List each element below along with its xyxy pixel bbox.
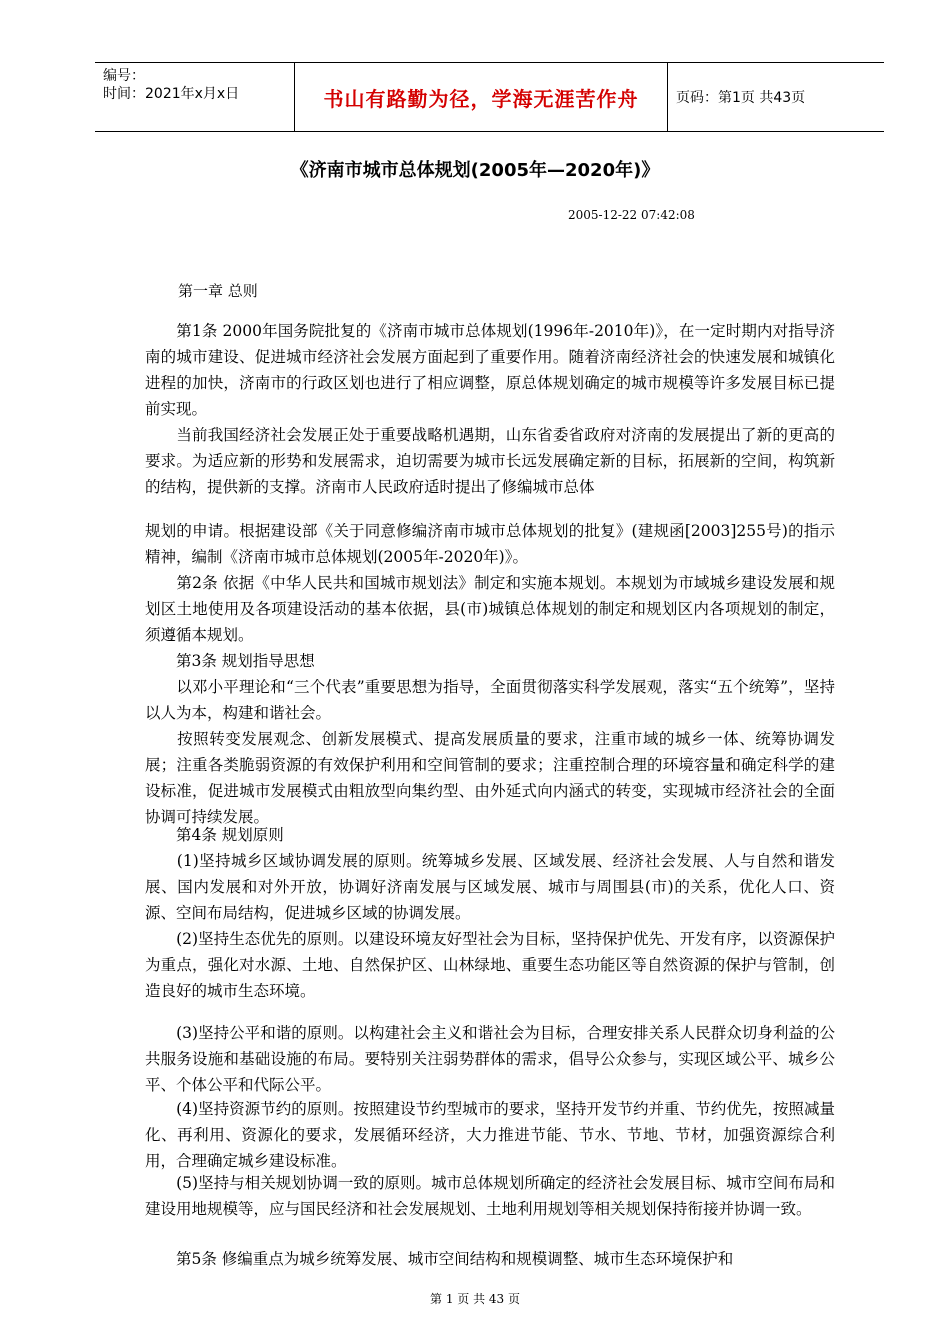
paragraph-principle-2: (2)坚持生态优先的原则。以建设环境友好型社会为目标，坚持保护优先、开发有序，以资源保护为重点，强化对水源、土地、自然保护区、山林绿地、重要生态功能区等自然资源的保护与管制，创造良好的城市生态环境。: [145, 930, 835, 1000]
paragraph-article-1: 第1条 2000年国务院批复的《济南市城市总体规划(1996年-2010年)》，在一定时期内对指导济南的城市建设、促进城市经济社会发展方面起到了重要作用。随着济南经济社会的快速发展和城镇化进程的加快，济南市的行政区划也进行了相应调整，原总体规划确定的城市规模等许多发展目标已提前实现。: [145, 322, 835, 418]
header-meta: [95, 63, 295, 131]
paragraph-principle-1: (1)坚持城乡区域协调发展的原则。统筹城乡发展、区域发展、经济社会发展、人与自然和谐发展、国内发展和对外开放，协调好济南发展与区域发展、城市与周围县(市)的关系，优化人口、资源、空间布局结构，促进城乡区域的协调发展。: [145, 852, 835, 922]
document-title: 《济南市城市总体规划(2005年—2020年)》: [290, 160, 660, 181]
header-motto: 书山有路勤为径，学海无涯苦作舟: [295, 63, 668, 131]
document-date: 2005-12-22 07:42:08: [568, 208, 695, 222]
paragraph-article-4-heading: 第4条 规划原则: [145, 826, 284, 844]
paragraph-application: 规划的申请。根据建设部《关于同意修编济南市城市总体规划的批复》(建规函[2003]255号)的指示精神，编制《济南市城市总体规划(2005年-2020年)》。: [145, 522, 835, 566]
header-page-info: 页码：第1页 共43页: [676, 90, 806, 106]
page-footer: 第 1 页 共 43 页: [430, 1292, 520, 1306]
paragraph-article-3-heading: 第3条 规划指导思想: [145, 652, 315, 670]
page-header: [95, 62, 884, 132]
paragraph-development-mode: 按照转变发展观念、创新发展模式、提高发展质量的要求，注重市域的城乡一体、统筹协调发展；注重各类脆弱资源的有效保护利用和空间管制的要求；注重控制合理的环境容量和确定科学的建设标准，促进城市发展模式由粗放型向集约型、由外延式向内涵式的转变，实现城市经济社会的全面协调可持续发展。: [145, 730, 835, 826]
paragraph-background: 当前我国经济社会发展正处于重要战略机遇期，山东省委省政府对济南的发展提出了新的更高的要求。为适应新的形势和发展需求，迫切需要为城市长远发展确定新的目标，拓展新的空间，构筑新的结构，提供新的支撑。济南市人民政府适时提出了修编城市总体: [145, 426, 835, 496]
paragraph-principle-4: (4)坚持资源节约的原则。按照建设节约型城市的要求，坚持开发节约并重、节约优先，按照减量化、再利用、资源化的要求，发展循环经济，大力推进节能、节水、节地、节材，加强资源综合利用，合理确定城乡建设标准。: [145, 1100, 835, 1170]
paragraph-article-2: 第2条 依据《中华人民共和国城市规划法》制定和实施本规划。本规划为市域城乡建设发展和规划区土地使用及各项建设活动的基本依据，县(市)城镇总体规划的制定和规划区内各项规划的制定，须遵循本规划。: [145, 574, 835, 644]
chapter-heading: 第一章 总则: [178, 282, 258, 300]
number-label: 编号：: [103, 68, 145, 84]
paragraph-guiding-thought: 以邓小平理论和“三个代表”重要思想为指导，全面贯彻落实科学发展观，落实“五个统筹”，坚持以人为本，构建和谐社会。: [145, 678, 835, 722]
paragraph-principle-3: (3)坚持公平和谐的原则。以构建社会主义和谐社会为目标，合理安排关系人民群众切身利益的公共服务设施和基础设施的布局。要特别关注弱势群体的需求，倡导公众参与，实现区域公平、城乡公平、个体公平和代际公平。: [145, 1024, 835, 1094]
paragraph-article-5: 第5条 修编重点为城乡统筹发展、城市空间结构和规模调整、城市生态环境保护和: [145, 1250, 734, 1268]
paragraph-principle-5: (5)坚持与相关规划协调一致的原则。城市总体规划所确定的经济社会发展目标、城市空间布局和建设用地规模等，应与国民经济和社会发展规划、土地利用规划等相关规划保持衔接并协调一致。: [145, 1174, 835, 1218]
time-label: 时间：2021年x月x日: [103, 86, 240, 102]
